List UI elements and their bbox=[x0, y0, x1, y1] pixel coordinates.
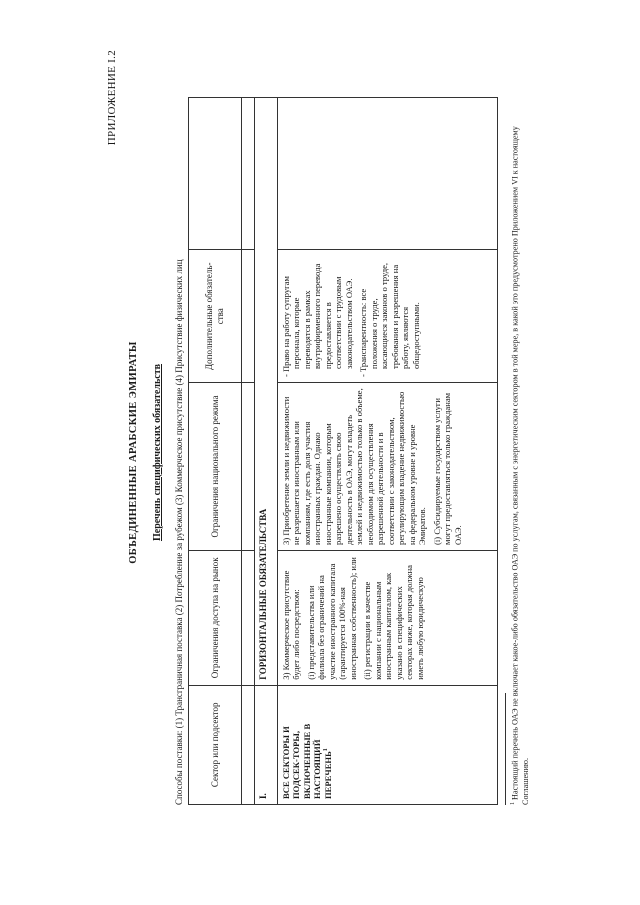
national-treatment-item: (i) Субсидируемые государством услуги могут предоставляться только гражданам ОАЭ. bbox=[431, 392, 463, 545]
footnote-rule bbox=[505, 693, 506, 805]
table-row bbox=[278, 98, 498, 805]
market-access-item: 3) Коммерческое присутствие будет либо посредством: bbox=[281, 570, 302, 680]
sector-footnote-mark: 1 bbox=[323, 748, 330, 752]
header-market-access: Ограничения доступа на рынок bbox=[189, 550, 242, 685]
section-number: I. bbox=[255, 685, 278, 804]
commitments-table bbox=[188, 97, 498, 805]
sector-cell bbox=[278, 685, 498, 804]
footnote bbox=[510, 85, 532, 805]
national-treatment-cell bbox=[278, 383, 498, 551]
table-header-row bbox=[189, 98, 242, 805]
modes-of-supply: Способы поставки: (1) Трансграничная поставка (2) Потребление за рубежом (3) Коммерческое присутствие (4) Присутствие физических лиц bbox=[174, 259, 184, 805]
header-additional: Дополнительные обязатель-ства bbox=[189, 250, 242, 383]
additional-commitments-cell bbox=[278, 250, 498, 383]
additional-item: - Транспарентность: все положения о труде, касающиеся законов о труде, требования и разрешения на работу, являются общедоступными. bbox=[358, 262, 421, 378]
header-national-treatment: Ограничения национального режима bbox=[189, 383, 242, 551]
national-treatment-item: 3) Приобретение земли и недвижимости не разрешается иностранным или компаниям, где есть доля участия иностранных граждан. Однако иностранные компании, которым разрешено осуществлять свою деятельность в ОАЭ, могут владеть землей и недвижимостью только в объеме, необходимом для осуществления разрешенной деятельности и в соответствии с законодательством, регулирующим владение недвижимостью на федеральном уровне и уровне Эмиратов. bbox=[281, 388, 428, 545]
appendix-label: ПРИЛОЖЕНИЕ I.2 bbox=[106, 50, 118, 146]
section-title: ГОРИЗОНТАЛЬНЫЕ ОБЯЗАТЕЛЬСТВА bbox=[255, 98, 278, 686]
additional-item: - Право на работу супругам персонала, которые переводятся в рамках внутрифирменного перевода предоставляется в соответствии с трудовым законодательством ОАЭ. bbox=[281, 263, 354, 378]
header-sector: Сектор или подсектор bbox=[189, 685, 242, 804]
list-title: Перечень специфических обязательств bbox=[152, 363, 163, 542]
market-access-cell bbox=[278, 550, 498, 685]
header-empty bbox=[189, 98, 242, 250]
sector-text: ВСЕ СЕКТОРЫ И ПОДСЕК-ТОРЫ, ВКЛЮЧЕННЫЕ В НАСТОЯЩИЙ ПЕРЕЧЕНЬ bbox=[281, 723, 333, 799]
market-access-item: (i) представительства или филиала без ограничений на участие иностранного капитала (гарантируется 100%-ная иностранная собственность); или bbox=[305, 557, 358, 680]
footnote-text: Настоящий перечень ОАЭ не включает какое-либо обязательство ОАЭ по услугам, связанным с энергетическим сектором в той мере, в какой это предусмотрено Приложением VI к настоящему Соглашению. bbox=[510, 126, 531, 805]
section-row bbox=[255, 98, 278, 805]
footnote-mark: 1 bbox=[510, 802, 516, 805]
country-title: ОБЪЕДИНЕННЫЕ АРАБСКИЕ ЭМИРАТЫ bbox=[128, 341, 139, 564]
empty-cell bbox=[278, 98, 498, 250]
market-access-item: (ii) регистрации в качестве компании с национальным иностранным капиталом, как указано в специфических секторах ниже, которая должна иметь любую юридическую bbox=[362, 565, 425, 680]
spacer-row bbox=[242, 98, 255, 805]
